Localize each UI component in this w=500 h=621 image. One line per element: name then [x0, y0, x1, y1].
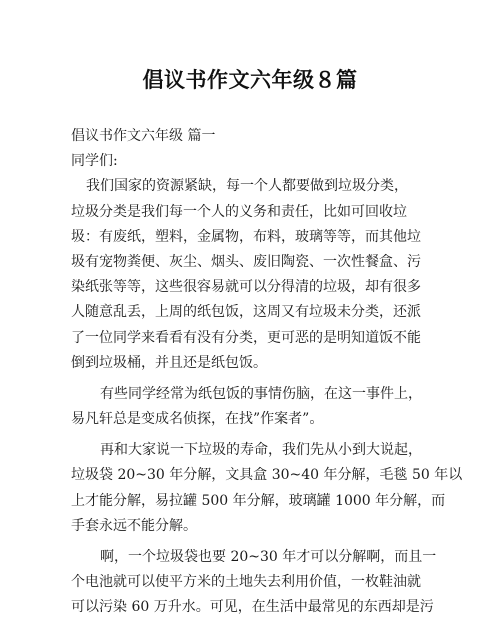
text-line: 个电池就可以使平方米的土地失去利用价值，一枚鞋油就 — [71, 574, 421, 591]
text-line: 了一位同学来看看有没有分类，更可恶的是明知道饭不能 — [71, 329, 421, 346]
text-line: 垃圾袋 20~30 年分解，文具盒 30~40 年分解，毛毯 50 年以 — [71, 467, 463, 484]
text-line: 手套永远不能分解。 — [71, 517, 197, 534]
text-line: 我们国家的资源紧缺，每一个人都要做到垃圾分类， — [86, 178, 408, 195]
text-line: 染纸张等等，这些很容易就可以分得清的垃圾，却有很多 — [71, 279, 421, 296]
text-line: 再和大家说一下垃圾的寿命，我们先从小到大说起， — [100, 442, 422, 459]
text-line: 易凡轩总是变成名侦探，在找”作案者”。 — [71, 411, 324, 428]
salutation: 同学们: — [71, 153, 118, 170]
paragraph — [71, 545, 437, 621]
paragraph — [71, 438, 463, 539]
paragraph — [71, 382, 431, 432]
text-line: 有些同学经常为纸包饭的事情伤脑，在这一事件上， — [100, 385, 422, 402]
text-line: 可以污染 60 万升水。可见，在生活中最常见的东西却是污 — [71, 599, 434, 616]
text-line: 垃圾分类是我们每一个人的义务和责任，比如可回收垃 — [71, 203, 407, 220]
text-line: 圾：有废纸，塑料，金属物，布料，玻璃等等，而其他垃 — [71, 228, 421, 245]
text-line: 上才能分解，易拉罐 500 年分解，玻璃罐 1000 年分解，而 — [71, 492, 446, 509]
document-title: 倡议书作文六年级８篇 — [142, 68, 358, 92]
text-line: 啊，一个垃圾袋也要 20~30 年才可以分解啊，而且一 — [100, 549, 437, 565]
text-line: 倒到垃圾桶，并且还是纸包饭。 — [71, 354, 267, 371]
text-line: 圾有宠物粪便、灰尘、烟头、废旧陶瓷、一次性餐盒、污 — [71, 253, 421, 270]
document-body — [71, 124, 463, 621]
text-line: 人随意乱丢，上周的纸包饭，这周又有垃圾未分类，还派 — [71, 304, 421, 321]
section-heading: 倡议书作文六年级 篇一 — [71, 128, 216, 144]
paragraph — [71, 174, 431, 376]
